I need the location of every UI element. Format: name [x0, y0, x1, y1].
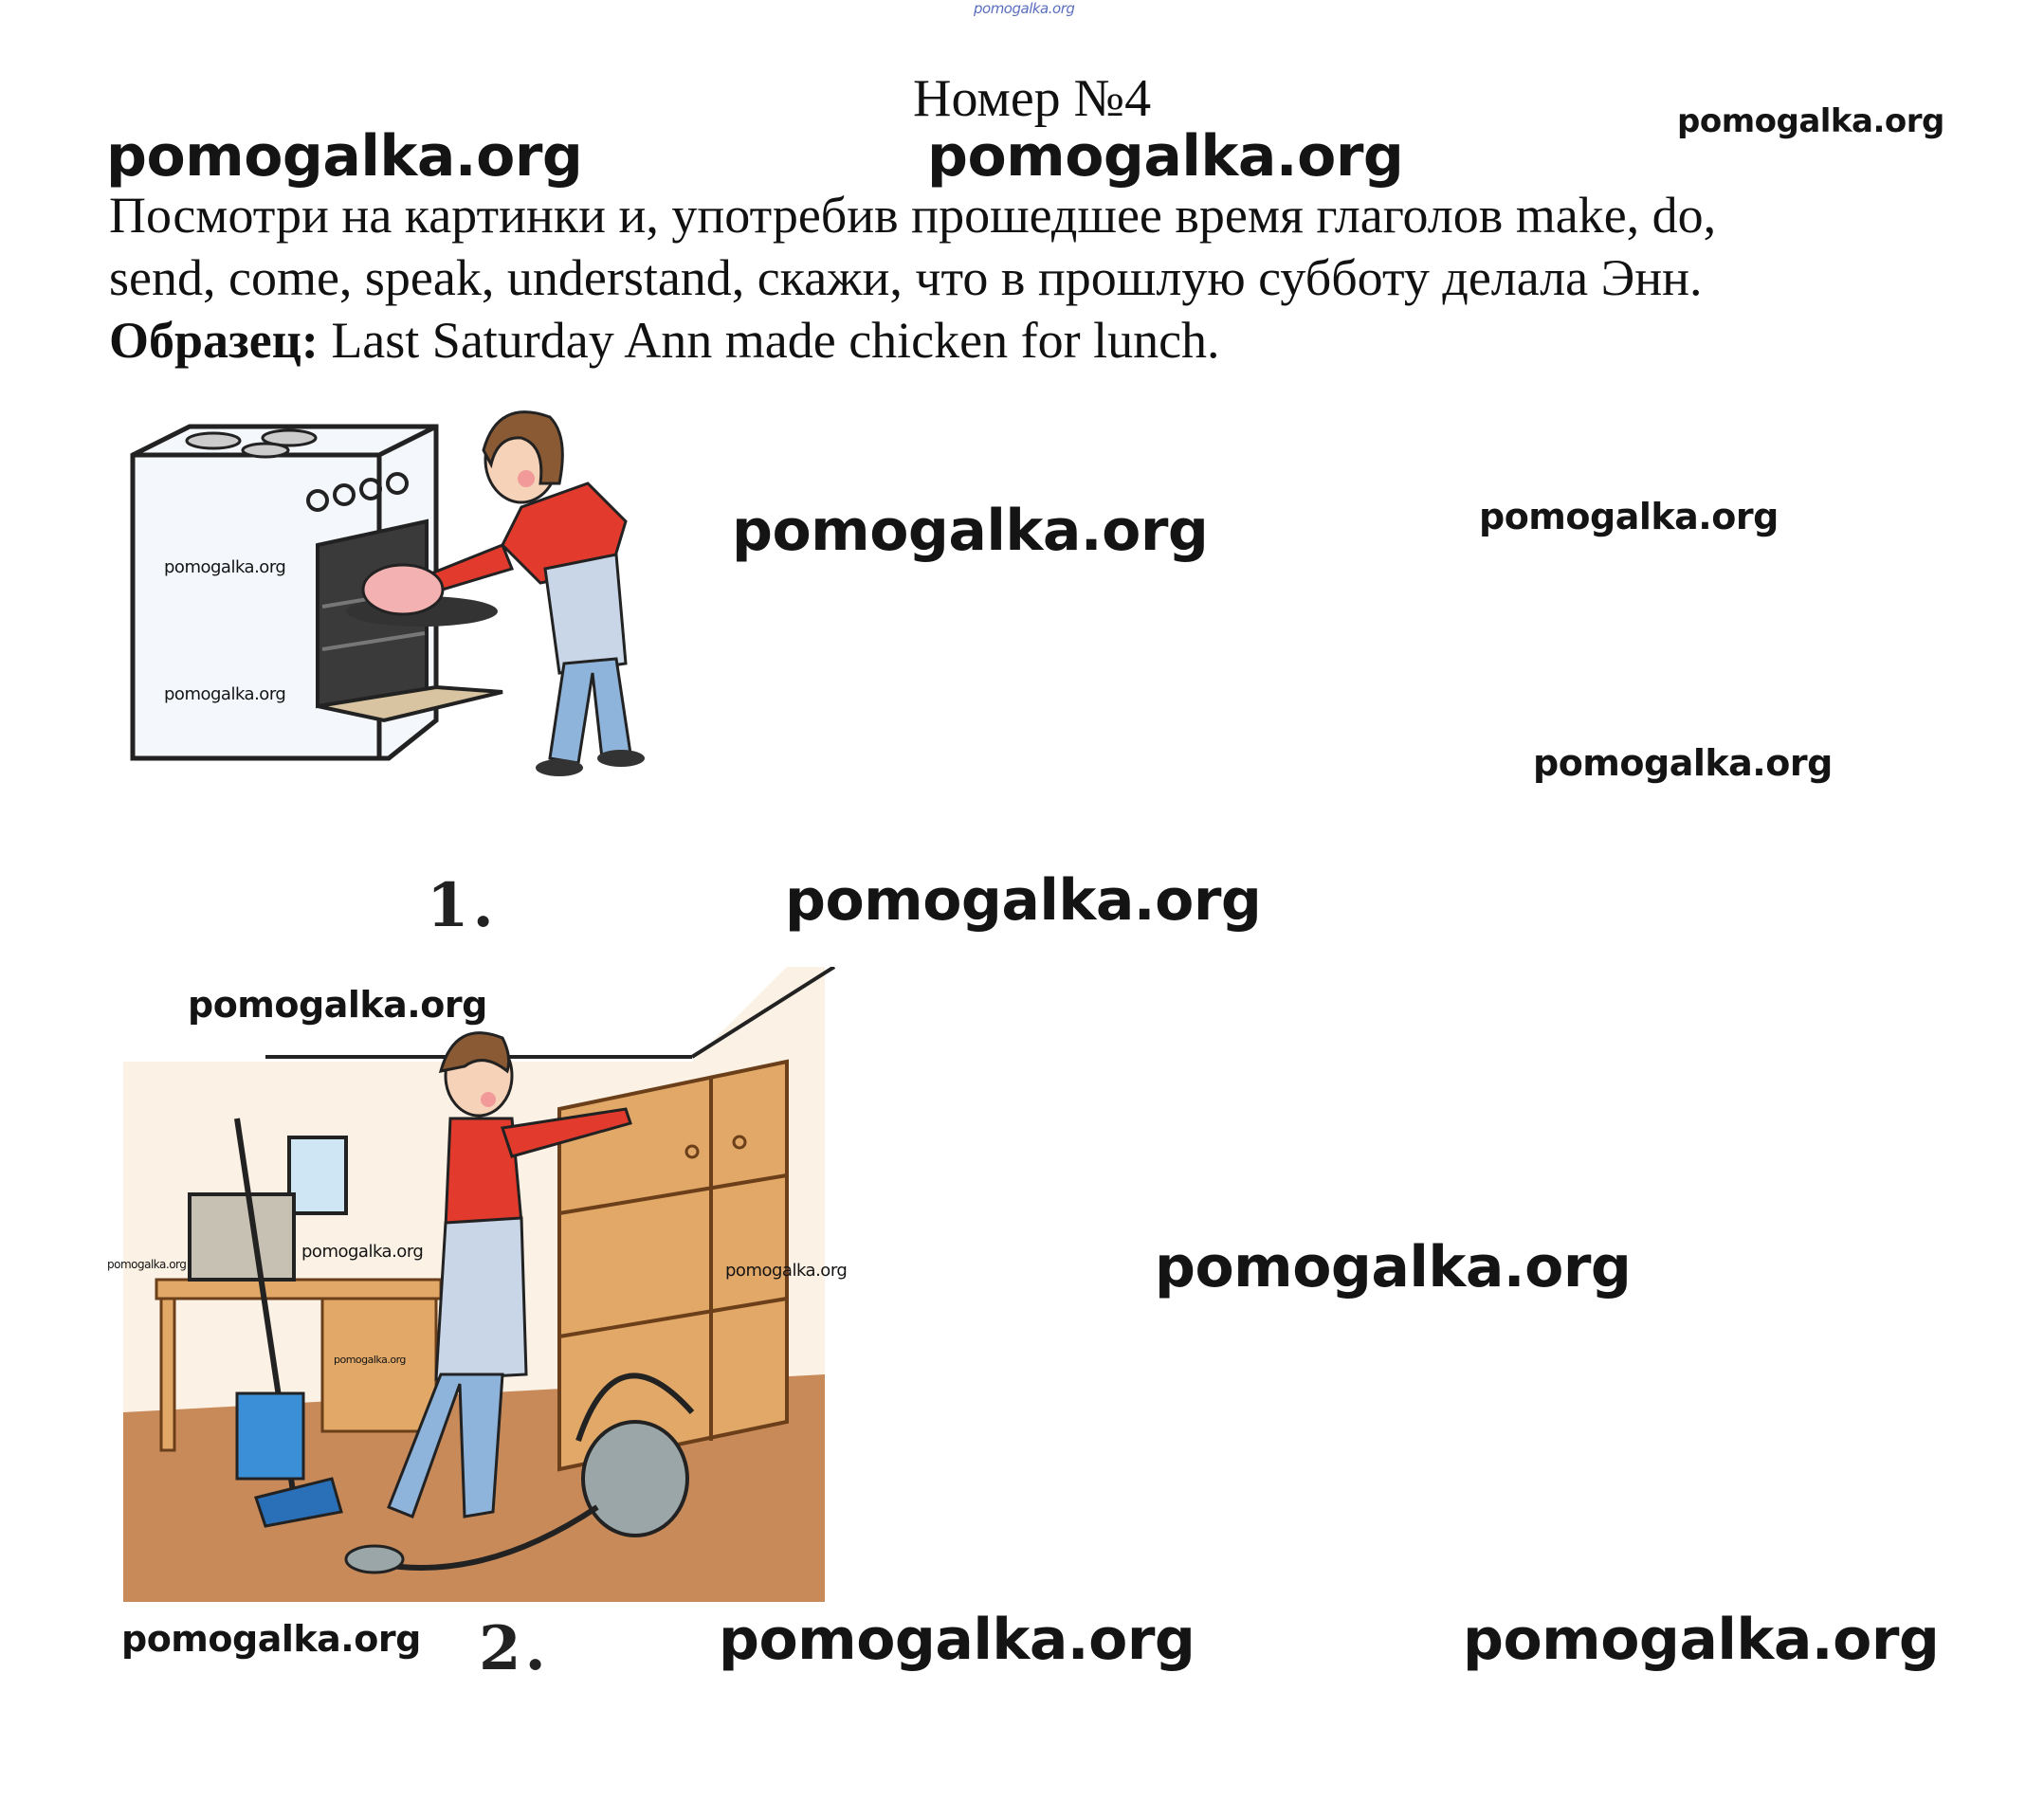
task-line-2: send, come, speak, understand, скажи, что в прошлую субботу делала Энн.: [109, 249, 1703, 306]
watermark: pomogalka.org: [732, 498, 1209, 564]
watermark: pomogalka.org: [1677, 102, 1944, 140]
picture-number-1: 1.: [427, 870, 498, 941]
top-watermark: pomogalka.org: [974, 0, 1075, 17]
watermark: pomogalka.org: [164, 684, 286, 704]
watermark: pomogalka.org: [785, 867, 1262, 934]
watermark: pomogalka.org: [1463, 1607, 1940, 1673]
watermark: pomogalka.org: [1533, 742, 1833, 784]
task-text: [109, 184, 1716, 372]
watermark: pomogalka.org: [164, 557, 286, 577]
watermark: pomogalka.org: [927, 123, 1404, 190]
watermark: pomogalka.org: [106, 123, 583, 190]
example-line: [109, 309, 1716, 372]
watermark: pomogalka.org: [107, 1258, 187, 1271]
page-title: Номер №4: [913, 69, 1152, 128]
watermark: pomogalka.org: [334, 1354, 406, 1366]
example-text: Last Saturday Ann made chicken for lunch.: [318, 312, 1220, 369]
oven-cooking-illustration: [123, 379, 730, 815]
watermark: pomogalka.org: [121, 1618, 421, 1660]
watermark: pomogalka.org: [725, 1261, 848, 1281]
watermark: pomogalka.org: [1479, 496, 1779, 537]
example-label: Образец:: [109, 312, 319, 369]
picture-number-2: 2.: [479, 1613, 550, 1684]
watermark: pomogalka.org: [188, 984, 487, 1026]
task-line-1: Посмотри на картинки и, употребив прошедшее время глаголов make, do,: [109, 187, 1717, 244]
watermark: pomogalka.org: [719, 1607, 1195, 1673]
watermark: pomogalka.org: [301, 1242, 424, 1262]
cleaning-room-illustration: [104, 967, 844, 1611]
watermark: pomogalka.org: [1155, 1234, 1632, 1300]
